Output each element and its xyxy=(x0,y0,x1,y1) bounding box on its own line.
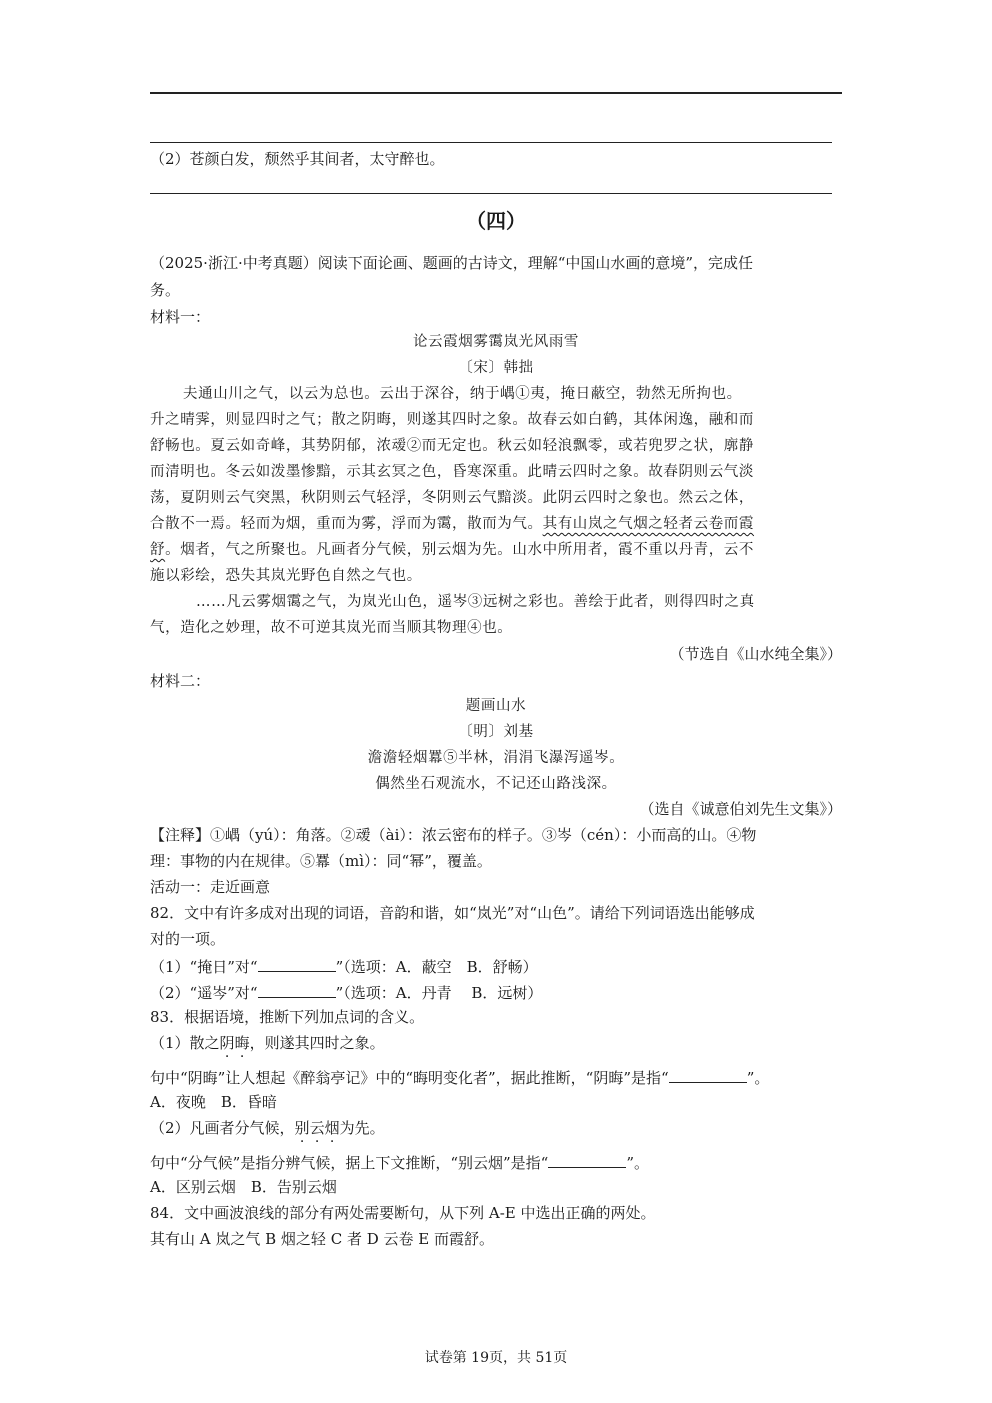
material2-title: 题画山水 xyxy=(465,698,527,714)
page-footer: 试卷第 19页，共 51页 xyxy=(424,1350,568,1366)
dotted-char: 阴 xyxy=(219,1034,235,1052)
q83-sub-1-start: （1）散之 xyxy=(150,1034,220,1052)
q84-line-2: 其有山 A 岚之气 B 烟之轻 C 者 D 云卷 E 而霞舒。 xyxy=(150,1230,494,1248)
material1-author: 〔宋〕韩拙 xyxy=(458,360,534,376)
q82-sub-2-prompt: （2）“遥岑”对“ xyxy=(150,984,258,1002)
top-thick-rule xyxy=(150,92,842,94)
q82-sub-1 xyxy=(150,955,538,977)
q82-sub-1-prompt: （1）“掩日”对“ xyxy=(150,958,258,976)
q82-blank-1[interactable] xyxy=(258,955,336,972)
poem-line-1: 澹澹轻烟羃⑤半林，涓涓飞瀑泻遥岑。 xyxy=(367,750,625,766)
q83-sub-1-question xyxy=(150,1066,769,1088)
answer-line-1 xyxy=(150,142,832,143)
material1-source: （节选自《山水纯全集》） xyxy=(669,645,842,663)
q83-sub-1-question-close: ”。 xyxy=(746,1069,770,1087)
wavy-underlined-phrase-end: 舒 xyxy=(150,542,166,558)
material1-line-9: ……凡云雾烟霭之气，为岚光山色，遥岑③远树之彩也。善绘于此者，则得四时之真 xyxy=(196,594,755,610)
material1-title: 论云霞烟雾霭岚光风雨雪 xyxy=(412,334,580,350)
wavy-underlined-phrase: 其有山岚之气烟之轻者云卷而霞 xyxy=(542,516,755,532)
material1-line-6 xyxy=(150,514,754,534)
answer-text: （2）苍颜白发，颓然乎其间者，太守醉也。 xyxy=(150,150,445,168)
material1-line-7-text: 。烟者，气之所聚也。凡画者分气候，别云烟为先。山水中所用者，霞不重以丹青，云不 xyxy=(165,542,755,558)
q83-sub-2 xyxy=(150,1118,385,1138)
material1-line-5: 荡，夏阴则云气突黑，秋阴则云气轻浮，冬阴则云气黯淡。此阴云四时之象也。然云之体， xyxy=(150,490,754,506)
q83-sub-1-question-text: 句中“阴晦”让人想起《醉翁亭记》中的“晦明变化者”，据此推断，“阴晦”是指“ xyxy=(150,1069,669,1087)
q83-sub-2-options: A．区别云烟 B．告别云烟 xyxy=(150,1178,337,1196)
q84-line-1: 84．文中画波浪线的部分有两处需要断句，从下列 A-E 中选出正确的两处。 xyxy=(150,1204,656,1222)
material1-line-8: 施以彩绘，恐失其岚光野色自然之气也。 xyxy=(150,568,422,584)
q83-sub-2-question-text: 句中“分气候”是指分辨气候，据上下文推断，“别云烟”是指“ xyxy=(150,1154,549,1172)
q83-sub-2-question xyxy=(150,1151,649,1173)
material1-line-1: 夫通山川之气，以云为总也。云出于深谷，纳于嵎①夷，掩日蔽空，勃然无所拘也。 xyxy=(183,386,742,402)
answer-line-2 xyxy=(150,193,832,194)
intro-line-2: 务。 xyxy=(150,281,181,299)
q83-sub-2-end: 为先。 xyxy=(339,1119,385,1137)
q83-sub-1 xyxy=(150,1033,385,1053)
material1-line-6-text: 合散不一焉。轻而为烟，重而为雾，浮而为霭，散而为气。 xyxy=(150,516,543,532)
q82-sub-2 xyxy=(150,981,542,1003)
q82-line-1: 82．文中有许多成对出现的词语，音韵和谐，如“岚光”对“山色”。请给下列词语选出能够成 xyxy=(150,904,755,922)
material1-line-2: 升之晴霁，则显四时之气；散之阴晦，则遂其四时之象。故春云如白鹤，其体闲逸，融和而 xyxy=(150,412,754,428)
q82-sub-2-options: ”（选项：A．丹青 B．远树） xyxy=(335,984,543,1002)
q83-sub-2-question-close: ”。 xyxy=(626,1154,650,1172)
dotted-char: 烟 xyxy=(324,1119,340,1137)
notes-line-2: 理：事物的内在规律。⑤羃（mì）：同“幂”，覆盖。 xyxy=(150,852,492,870)
dotted-char: 云 xyxy=(309,1119,325,1137)
material1-label: 材料一： xyxy=(150,308,211,326)
q83-sub-1-options: A．夜晚 B．昏暗 xyxy=(150,1093,277,1111)
poem-line-2: 偶然坐石观流水，不记还山路浅深。 xyxy=(375,776,617,792)
material1-line-3: 舒畅也。夏云如奇峰，其势阴郁，浓叆②而无定也。秋云如轻浪飘零，或若兜罗之状，廓静 xyxy=(150,438,754,454)
dotted-char: 别 xyxy=(294,1119,310,1137)
q83-blank-2[interactable] xyxy=(548,1151,626,1168)
activity-1-label: 活动一：走近画意 xyxy=(150,878,271,896)
q82-line-2: 对的一项。 xyxy=(150,930,226,948)
q82-sub-1-options: ”（选项：A．蔽空 B．舒畅） xyxy=(335,958,538,976)
material1-line-10: 气，造化之妙理，故不可逆其岚光而当顺其物理④也。 xyxy=(150,620,513,636)
q83-line-1: 83．根据语境，推断下列加点词的含义。 xyxy=(150,1008,425,1026)
dotted-char: 晦 xyxy=(234,1034,250,1052)
notes-line-1: 【注释】①嵎（yú）：角落。②叆（ài）：浓云密布的样子。③岑（cén）：小而高的山。④物 xyxy=(150,826,757,844)
material2-label: 材料二： xyxy=(150,672,211,690)
material1-line-7 xyxy=(150,540,754,560)
q83-sub-2-start: （2）凡画者分气候， xyxy=(150,1119,295,1137)
q82-blank-2[interactable] xyxy=(258,981,336,998)
material1-line-4: 而清明也。冬云如泼墨惨黯，示其玄冥之色，昏寒深重。此晴云四时之象。故春阴则云气淡 xyxy=(150,464,754,480)
q83-blank-1[interactable] xyxy=(669,1066,747,1083)
intro-line-1: （2025·浙江·中考真题）阅读下面论画、题画的古诗文，理解“中国山水画的意境”，完成任 xyxy=(150,254,754,272)
q83-sub-1-end: ，则遂其四时之象。 xyxy=(249,1034,385,1052)
material2-author: 〔明〕刘基 xyxy=(458,724,534,740)
section-title: （四） xyxy=(466,209,526,233)
material2-source: （选自《诚意伯刘先生文集》） xyxy=(639,800,842,818)
